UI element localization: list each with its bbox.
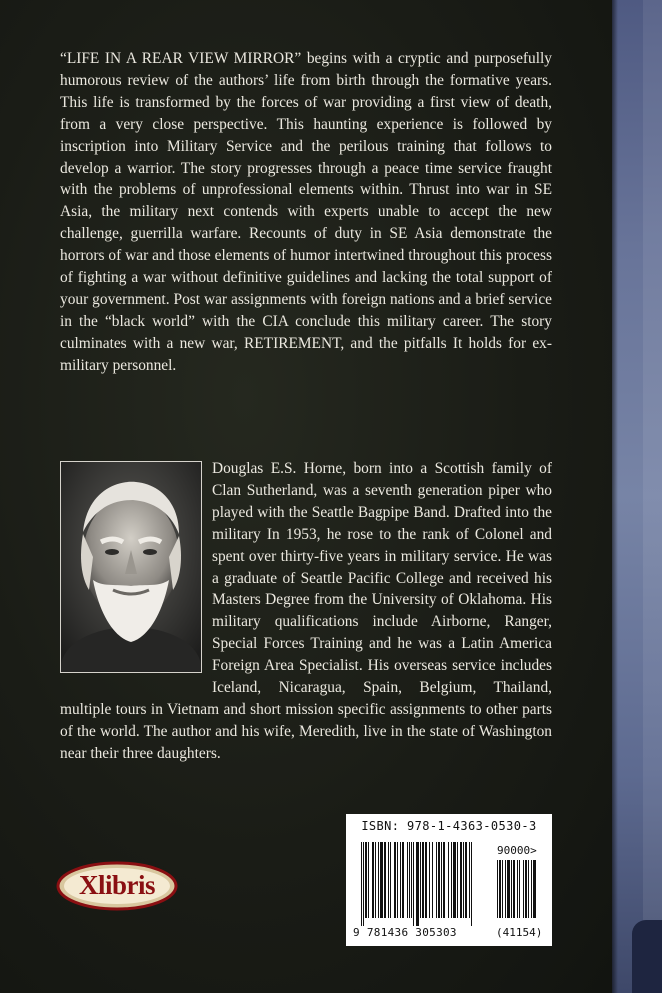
- barcode-bar: [409, 842, 410, 918]
- book-synopsis: “LIFE IN A REAR VIEW MIRROR” begins with a cryptic and purposefully humorous review of the authors’ life from birth through the formative years. This life is transformed by the forces of war providing a first view of death, from a very close perspective. This haunting experience is followed by inscription into Military Service and the perilous training that follows to develop a warrior. The story progresses through a peace time service fraught with the problems of unprofessional elements within. Thrust into war in SE Asia, the military next contends with experts unable to accept the new challenge, guerrilla warfare. Recounts of duty in SE Asia demonstrate the horrors of war and those elements of humor intertwined throughout this process of fighting a war without definitive guidelines and lacking the total support of your government. Post war assignments with foreign nations and a brief service in the “black world” with the CIA conclude this military career. The story culminates with a new war, RETIREMENT, and the pitfalls It holds for ex-military personnel.: [60, 50, 552, 374]
- author-bio-text: Douglas E.S. Horne, born into a Scottish family of Clan Sutherland, was a seventh generation piper who played with the Seattle Bagpipe Band. Drafted into the military In 1953, he rose to the rank of Colonel and spent over thirty-five years in military service. He was a graduate of Seattle Pacific College and received his Masters Degree from the University of Oklahoma. His military qualifications include Airborne, Ranger, Special Forces Training and he was a Latin America Foreign Area Specialist. His overseas service includes Iceland, Nicaragua, Spain, Belgium, Thailand, multiple tours in Vietnam and short mission specific assignments to other parts of the world. The author and his wife, Meredith, live in the state of Washington near their three daughters.: [60, 460, 552, 762]
- photo-spacer: [60, 458, 212, 687]
- barcode-bar: [441, 842, 442, 918]
- barcode-bar: [422, 842, 424, 918]
- spine-highlight: [643, 0, 662, 993]
- spine-shadow: [612, 0, 618, 993]
- barcode-bar: [384, 842, 386, 918]
- barcode-bar: [502, 860, 503, 918]
- barcode-bar: [533, 860, 536, 918]
- spine-dark-corner: [632, 920, 662, 993]
- barcode-bar: [499, 860, 501, 918]
- barcode-bar: [390, 842, 391, 918]
- barcode-bar: [505, 860, 506, 918]
- barcode-bar: [411, 842, 412, 918]
- barcode-bar: [361, 842, 362, 926]
- barcode-bar: [438, 842, 440, 918]
- barcode-bar: [497, 860, 498, 918]
- barcode-bar: [388, 842, 389, 918]
- barcode-bar: [397, 842, 398, 918]
- barcode-bar: [511, 860, 512, 918]
- author-bio: [60, 458, 552, 765]
- barcode-bar: [471, 842, 472, 926]
- barcode-bar: [448, 842, 449, 918]
- barcode-bar: [368, 842, 369, 918]
- barcode-bar: [375, 842, 376, 918]
- isbn-label: ISBN: 978-1-4363-0530-3: [361, 819, 537, 833]
- barcode-bar: [372, 842, 374, 918]
- addon-barcode-bars: [497, 860, 541, 926]
- barcode-bar: [453, 842, 456, 918]
- ean-barcode-bars: [361, 842, 489, 926]
- barcode-bar: [463, 842, 464, 918]
- barcode-bar: [457, 842, 458, 918]
- barcode-bar: [432, 842, 433, 918]
- logo-wordmark: Xlibris: [78, 870, 155, 900]
- barcode-bar: [507, 860, 510, 918]
- barcode-bar: [425, 842, 427, 918]
- barcode-bar: [420, 842, 421, 918]
- barcode-bar: [517, 860, 518, 918]
- barcode-bar: [365, 842, 367, 918]
- barcode-bar: [465, 842, 467, 918]
- barcode-bar: [416, 842, 419, 926]
- addon-digits: 90000>: [497, 844, 537, 857]
- barcode-bar: [413, 842, 414, 926]
- barcode-bar: [443, 842, 445, 918]
- barcode-bar: [407, 842, 408, 918]
- barcode-bar: [429, 842, 430, 918]
- barcode-bar: [469, 842, 470, 918]
- barcode-bar: [531, 860, 532, 918]
- barcode-bar: [394, 842, 396, 918]
- ean-digits: 9 781436 305303: [353, 926, 457, 939]
- barcode-bar: [363, 842, 364, 926]
- barcode-bar: [451, 842, 452, 918]
- barcode-bar: [528, 860, 529, 918]
- xlibris-logo: [56, 861, 178, 911]
- barcode-bar: [525, 860, 527, 918]
- barcode-bar: [380, 842, 383, 918]
- barcode-bar: [523, 860, 524, 918]
- barcode-bar: [400, 842, 401, 918]
- barcode-bar: [460, 842, 462, 918]
- isbn-barcode: [346, 814, 552, 946]
- barcode-bar: [519, 860, 520, 918]
- barcode-bar: [513, 860, 515, 918]
- barcode-bar: [378, 842, 379, 918]
- barcode-bar: [436, 842, 437, 918]
- barcode-bar: [402, 842, 404, 918]
- price-code: (41154): [496, 926, 543, 939]
